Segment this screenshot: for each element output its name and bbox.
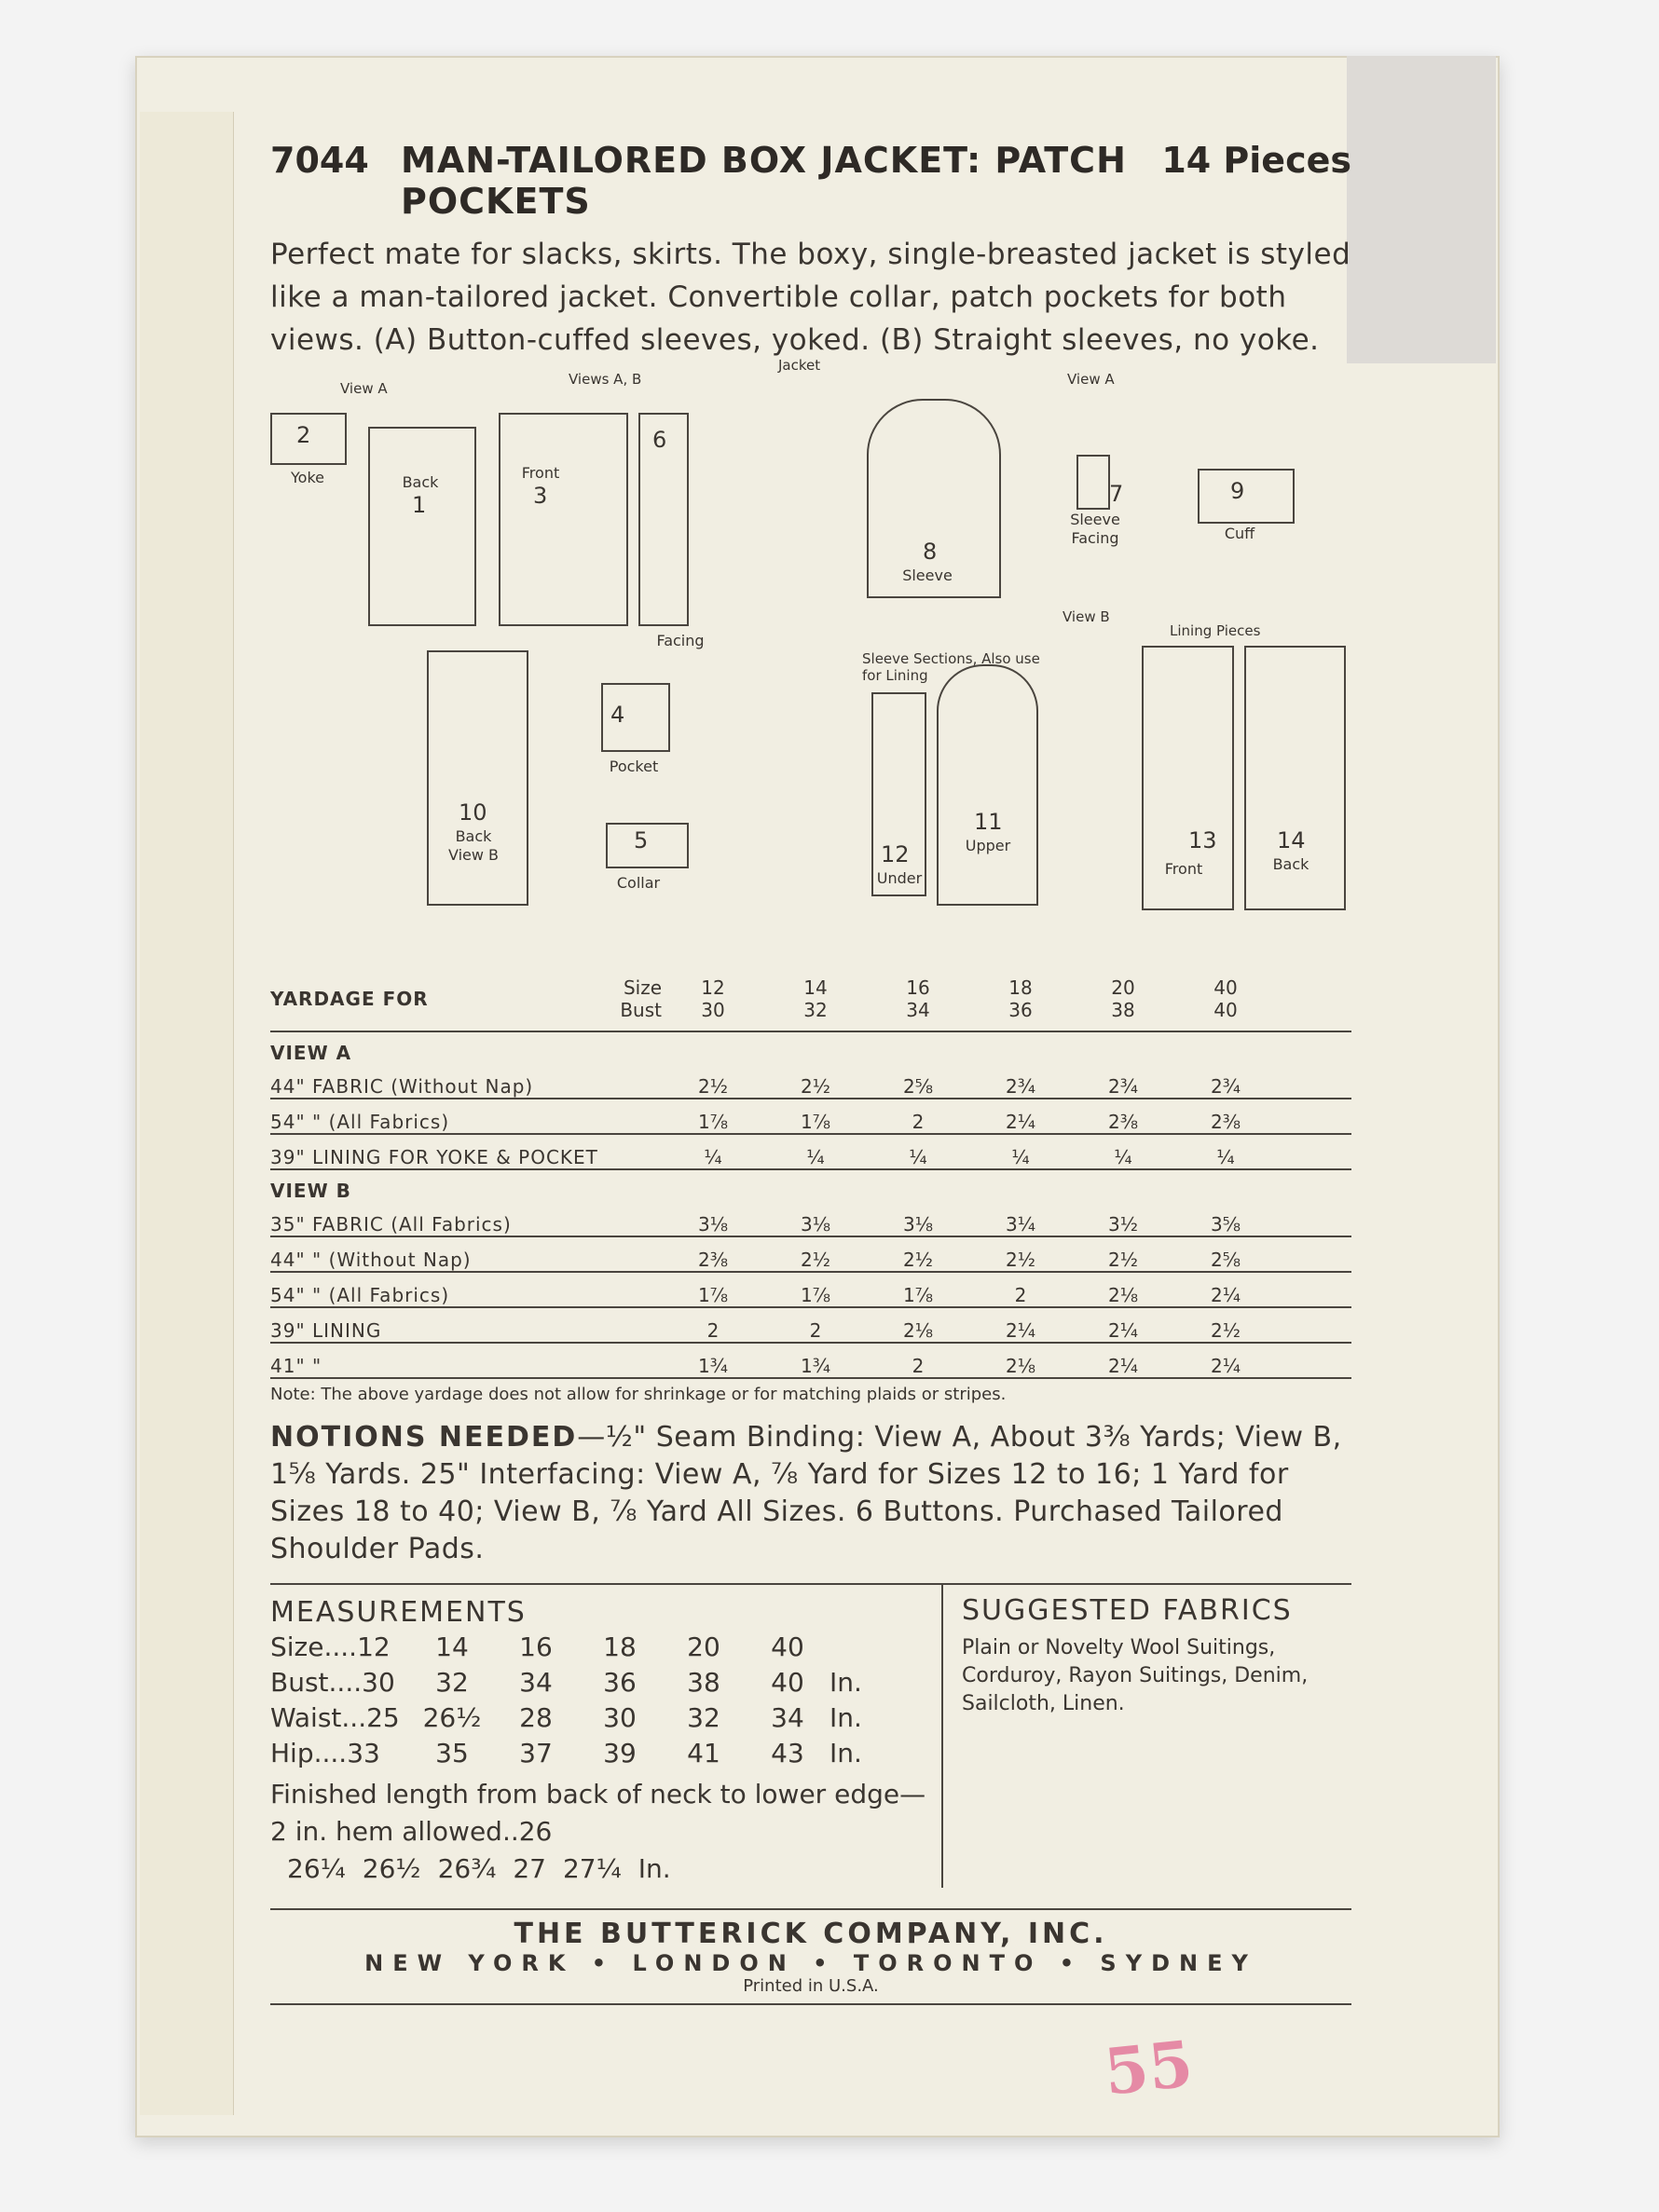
piece-under-label: Under xyxy=(876,869,923,887)
piece-upper-label: Upper xyxy=(965,837,1011,854)
bust-value: 30 xyxy=(701,999,725,1021)
size-value: 12 xyxy=(701,976,725,999)
measurement-value: 39 xyxy=(603,1737,637,1768)
yardage-row xyxy=(270,1344,1351,1379)
yardage-cell: 2½ xyxy=(800,1249,831,1271)
yardage-cell: 3½ xyxy=(1107,1213,1139,1236)
piece-yoke-number: 2 xyxy=(296,422,311,448)
notions-section xyxy=(270,1419,1351,1568)
piece-back-number: 1 xyxy=(412,492,427,518)
yardage-cell: 2⅜ xyxy=(1210,1111,1241,1133)
yardage-cell: 3⅛ xyxy=(697,1213,729,1236)
measurement-value: 43 xyxy=(771,1737,804,1768)
yardage-cell: 2 xyxy=(912,1111,925,1133)
yardage-cell: 2⅜ xyxy=(1107,1111,1139,1133)
measurement-value: 32 xyxy=(435,1666,469,1698)
yardage-cell: ¼ xyxy=(704,1146,722,1168)
measurement-row xyxy=(270,1700,941,1735)
label-jacket: Jacket xyxy=(778,357,821,374)
measurement-row xyxy=(270,1735,941,1770)
label-sleeve-sections: Sleeve Sections, Also use for Lining xyxy=(862,650,1040,684)
yardage-row-label: 41" " xyxy=(270,1355,322,1377)
piece-pocket-number: 4 xyxy=(610,702,625,728)
size-value: 40 xyxy=(1213,976,1238,999)
envelope-flap-edge xyxy=(140,112,234,2115)
yardage-cell: 2½ xyxy=(902,1249,934,1271)
label-view-b: View B xyxy=(1063,608,1110,625)
measurement-value: 37 xyxy=(519,1737,553,1768)
measurement-label: Waist...25 xyxy=(270,1701,400,1733)
size-label: Size xyxy=(623,976,662,999)
measurements-and-fabrics xyxy=(270,1583,1351,1888)
measurements-heading: MEASUREMENTS xyxy=(270,1596,527,1629)
yardage-cell: 2¾ xyxy=(1005,1075,1036,1098)
size-value: 16 xyxy=(906,976,930,999)
bust-value: 34 xyxy=(906,999,930,1021)
label-views-ab: Views A, B xyxy=(569,371,642,388)
yardage-row xyxy=(270,1064,1351,1099)
piece-facing-label: Facing xyxy=(656,632,705,649)
piece-lining-front-label: Front xyxy=(1164,860,1203,878)
size-value: 14 xyxy=(803,976,828,999)
measurement-value: 32 xyxy=(687,1701,720,1733)
yardage-cell: 2½ xyxy=(697,1075,729,1098)
finished-text: Finished length from back of neck to lower edge—2 in. hem allowed..26 xyxy=(270,1779,926,1847)
yardage-section-heading: VIEW B xyxy=(270,1180,351,1202)
measurements-body xyxy=(270,1629,941,1770)
piece-upper-number: 11 xyxy=(974,809,1003,835)
bust-value: 38 xyxy=(1111,999,1135,1021)
yardage-cell: 2¼ xyxy=(1107,1319,1139,1342)
yardage-cell: 1⅞ xyxy=(800,1284,831,1306)
measurement-value: 30 xyxy=(603,1701,637,1733)
yardage-cell: 2⅛ xyxy=(1107,1284,1139,1306)
yardage-cell: 1⅞ xyxy=(697,1111,729,1133)
size-bust-labels xyxy=(550,976,662,1021)
yardage-row-label: 39" LINING xyxy=(270,1319,382,1342)
envelope-back-content xyxy=(270,140,1351,2005)
suggested-heading: SUGGESTED FABRICS xyxy=(962,1594,1293,1627)
bust-value: 32 xyxy=(803,999,828,1021)
yardage-cell: 2 xyxy=(809,1319,822,1342)
piece-back xyxy=(368,427,476,626)
yardage-row-label: 35" FABRIC (All Fabrics) xyxy=(270,1213,512,1236)
company-cities: NEW YORK • LONDON • TORONTO • SYDNEY xyxy=(364,1950,1257,1976)
measurement-value: 26½ xyxy=(422,1701,482,1733)
yardage-cell: 2½ xyxy=(1005,1249,1036,1271)
yardage-cell: 1⅞ xyxy=(800,1111,831,1133)
piece-cuff-number: 9 xyxy=(1230,478,1245,504)
finished-unit: In. xyxy=(638,1853,671,1884)
size-col-40 xyxy=(1174,976,1277,1021)
finished-value: 27¼ xyxy=(562,1853,622,1884)
yardage-row-label: 54" " (All Fabrics) xyxy=(270,1111,450,1133)
yardage-heading: YARDAGE FOR xyxy=(270,988,429,1010)
piece-collar-label: Collar xyxy=(616,874,661,892)
measurement-value: 38 xyxy=(687,1666,720,1698)
piece-sleeve-facing xyxy=(1076,455,1110,510)
yardage-note: Note: The above yardage does not allow for shrinkage or for matching plaids or stripes. xyxy=(270,1385,1007,1404)
yardage-row xyxy=(270,1237,1351,1273)
piece-sleeve-number: 8 xyxy=(923,539,938,565)
piece-cuff xyxy=(1198,469,1295,524)
company-name: THE BUTTERICK COMPANY, INC. xyxy=(514,1918,1108,1950)
finished-value: 26¾ xyxy=(437,1853,497,1884)
yardage-cell: 2¼ xyxy=(1107,1355,1139,1377)
piece-collar-number: 5 xyxy=(634,827,649,853)
yardage-row xyxy=(270,1273,1351,1308)
piece-yoke-label: Yoke xyxy=(291,469,324,486)
size-value: 18 xyxy=(1008,976,1033,999)
yardage-cell: 2⅛ xyxy=(1005,1355,1036,1377)
footer-rule xyxy=(270,2003,1351,2005)
size-col-18 xyxy=(969,976,1072,1021)
measurement-value: 16 xyxy=(519,1631,553,1662)
piece-upper-sleeve xyxy=(937,664,1038,906)
yardage-cell: 2⅝ xyxy=(902,1075,934,1098)
piece-front xyxy=(499,413,628,626)
size-col-16 xyxy=(867,976,969,1021)
measurement-unit: In. xyxy=(830,1701,862,1733)
measurement-label: Bust....30 xyxy=(270,1666,395,1698)
measurement-value: 20 xyxy=(687,1631,720,1662)
measurement-label: Hip....33 xyxy=(270,1737,380,1768)
yardage-row xyxy=(270,1099,1351,1135)
yardage-cell: 1⅞ xyxy=(902,1284,934,1306)
yardage-row xyxy=(270,1202,1351,1237)
measurement-value: 40 xyxy=(771,1666,804,1698)
yardage-row xyxy=(270,1135,1351,1170)
measurement-label: Size....12 xyxy=(270,1631,391,1662)
size-value: 20 xyxy=(1111,976,1135,999)
yardage-body xyxy=(270,1032,1351,1379)
yardage-cell: 3⅛ xyxy=(800,1213,831,1236)
yardage-cell: ¼ xyxy=(806,1146,825,1168)
bust-label: Bust xyxy=(620,999,662,1021)
yardage-cell: 2⅛ xyxy=(902,1319,934,1342)
piece-back-view-b xyxy=(427,650,528,906)
yardage-cell: 2¼ xyxy=(1210,1284,1241,1306)
measurement-value: 14 xyxy=(435,1631,469,1662)
piece-pocket-label: Pocket xyxy=(609,758,659,775)
yardage-cell: ¼ xyxy=(1011,1146,1030,1168)
yardage-cell: 2½ xyxy=(1210,1319,1241,1342)
printed-in: Printed in U.S.A. xyxy=(743,1976,879,1996)
yardage-section-heading: VIEW A xyxy=(270,1042,352,1064)
measurement-value: 36 xyxy=(603,1666,637,1698)
piece-lining-back-number: 14 xyxy=(1277,827,1306,853)
yardage-cell: ¼ xyxy=(909,1146,927,1168)
measurement-value: 34 xyxy=(771,1701,804,1733)
yardage-cell: 2¾ xyxy=(1210,1075,1241,1098)
yardage-cell: 2¼ xyxy=(1005,1319,1036,1342)
yardage-cell: 2⅜ xyxy=(697,1249,729,1271)
piece-sleeve-facing-number: 7 xyxy=(1109,481,1124,507)
yardage-cell: ¼ xyxy=(1114,1146,1132,1168)
measurement-value: 41 xyxy=(687,1737,720,1768)
yardage-row-label: 44" FABRIC (Without Nap) xyxy=(270,1075,534,1098)
yardage-row-label: 39" LINING FOR YOKE & POCKET xyxy=(270,1146,598,1168)
yardage-table xyxy=(270,967,1351,1404)
finished-length xyxy=(270,1776,941,1888)
piece-sleeve-facing-label: Sleeve Facing xyxy=(1070,511,1120,547)
suggested-fabrics-section xyxy=(943,1585,1351,1888)
yardage-cell: 2 xyxy=(1014,1284,1027,1306)
measurement-row xyxy=(270,1664,941,1700)
yardage-cell: 2⅝ xyxy=(1210,1249,1241,1271)
yardage-cell: 1¾ xyxy=(800,1355,831,1377)
yardage-cell: 2 xyxy=(706,1319,720,1342)
yardage-row-label: 44" " (Without Nap) xyxy=(270,1249,472,1271)
yardage-cell: 2¼ xyxy=(1005,1111,1036,1133)
piece-lining-front-number: 13 xyxy=(1188,827,1217,853)
finished-value: 26¼ xyxy=(287,1853,346,1884)
measurement-row xyxy=(270,1629,941,1664)
label-view-a: View A xyxy=(340,380,388,397)
notions-heading: NOTIONS NEEDED xyxy=(270,1421,578,1454)
notions-text: —½" Seam Binding: View A, About 3⅜ Yards; View B, 1⅝ Yards. 25" Interfacing: View A, ⅞ Yard for Sizes 12 to 16; 1 Yard for Sizes 18 to 40; View B, ⅞ Yard All Sizes. 6 Buttons. Purchased Tailored Shoulder Pads. xyxy=(270,1421,1342,1565)
label-view-a-right: View A xyxy=(1067,371,1115,388)
yardage-row-label: 54" " (All Fabrics) xyxy=(270,1284,450,1306)
price-stamp: 55 xyxy=(1101,2027,1197,2110)
yardage-cell: 2½ xyxy=(800,1075,831,1098)
suggested-text: Plain or Novelty Wool Suitings, Corduroy, Rayon Suitings, Denim, Sailcloth, Linen. xyxy=(962,1636,1309,1715)
footer xyxy=(270,1908,1351,2005)
size-col-20 xyxy=(1072,976,1174,1021)
yardage-cell: 3⅝ xyxy=(1210,1213,1241,1236)
measurement-unit: In. xyxy=(830,1737,862,1768)
pattern-number: 7044 xyxy=(270,140,369,181)
bust-value: 40 xyxy=(1213,999,1238,1021)
description: Perfect mate for slacks, skirts. The boxy, single-breasted jacket is styled like a man-tailored jacket. Convertible collar, patch pockets for both views. (A) Button-cuffed sleeves, yoked. (B) Straight sleeves, no yoke. xyxy=(270,238,1351,357)
pieces-count: 14 Pieces xyxy=(1161,140,1351,181)
yardage-cell: 2 xyxy=(912,1355,925,1377)
finished-value: 26½ xyxy=(362,1853,421,1884)
measurement-value: 35 xyxy=(435,1737,469,1768)
piece-front-number: 3 xyxy=(533,483,548,509)
envelope-shadow xyxy=(1347,56,1496,363)
size-col-12 xyxy=(662,976,764,1021)
piece-back-view-b-number: 10 xyxy=(459,799,487,826)
yardage-cell: 2¾ xyxy=(1107,1075,1139,1098)
measurements-section xyxy=(270,1585,943,1888)
piece-under-number: 12 xyxy=(881,841,910,867)
yardage-cell: 1⅞ xyxy=(697,1284,729,1306)
bust-value: 36 xyxy=(1008,999,1033,1021)
measurement-unit: In. xyxy=(830,1666,862,1698)
yardage-cell: 2¼ xyxy=(1210,1355,1241,1377)
piece-cuff-label: Cuff xyxy=(1224,525,1255,542)
pattern-title: MAN-TAILORED BOX JACKET: PATCH POCKETS xyxy=(401,140,1127,222)
yardage-cell: 2½ xyxy=(1107,1249,1139,1271)
measurement-value: 18 xyxy=(603,1631,637,1662)
piece-back-label: Back xyxy=(402,473,439,491)
pattern-pieces-diagram xyxy=(270,357,1351,949)
measurement-value: 34 xyxy=(519,1666,553,1698)
measurement-value: 28 xyxy=(519,1701,553,1733)
finished-value: 27 xyxy=(513,1853,546,1884)
piece-lining-back-label: Back xyxy=(1272,855,1309,873)
piece-back-view-b-label: Back View B xyxy=(447,827,500,864)
piece-sleeve-label: Sleeve xyxy=(902,567,953,584)
yardage-row xyxy=(270,1308,1351,1344)
yardage-cell: 1¾ xyxy=(697,1355,729,1377)
label-lining-pieces: Lining Pieces xyxy=(1170,622,1261,639)
yardage-header xyxy=(270,967,1351,1032)
measurement-value: 40 xyxy=(771,1631,804,1662)
size-col-14 xyxy=(764,976,867,1021)
yardage-cell: 3¼ xyxy=(1005,1213,1036,1236)
piece-facing-number: 6 xyxy=(652,427,667,453)
yardage-cell: 3⅛ xyxy=(902,1213,934,1236)
yardage-cell: ¼ xyxy=(1216,1146,1235,1168)
title-row xyxy=(270,140,1351,222)
finished-values xyxy=(270,1853,671,1884)
piece-front-label: Front xyxy=(521,464,560,482)
